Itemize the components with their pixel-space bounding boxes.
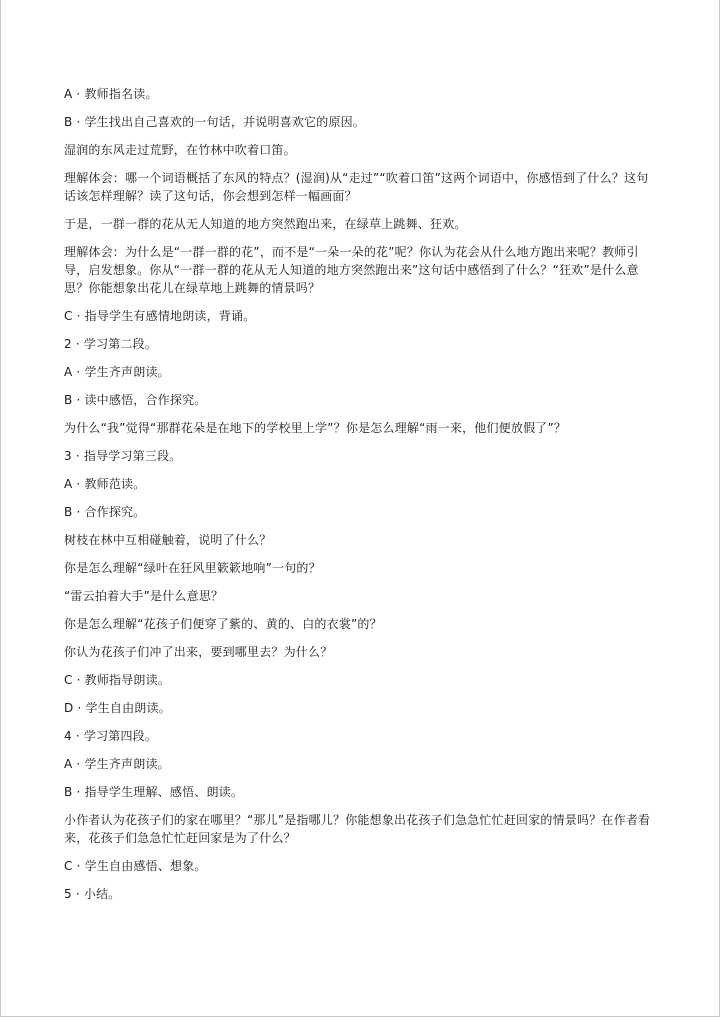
paragraph: 你是怎么理解“绿叶在狂风里簌簌地响”一句的？ [64,561,321,575]
paragraph: 4 · 学习第四段。 [64,729,158,743]
paragraph: 理解体会：哪一个词语概括了东风的特点？(湿润)从“走过”“吹着口笛”这两个词语中，你感悟到了什么？这句话该怎样理解？读了这句话，你会想到怎样一幅画面？ [64,171,649,203]
paragraph: 于是，一群一群的花从无人知道的地方突然跑出来，在绿草上跳舞、狂欢。 [64,217,467,231]
paragraph: B · 读中感悟，合作探究。 [64,393,207,407]
paragraph: D · 学生自由朗读。 [64,701,171,715]
paragraph: B · 学生找出自己喜欢的一句话，并说明喜欢它的原因。 [64,115,366,129]
paragraph: A · 学生齐声朗读。 [64,365,170,379]
document-body [64,85,660,913]
paragraph: 湿润的东风走过荒野，在竹林中吹着口笛。 [64,143,296,157]
paragraph: “雷云拍着大手”是什么意思？ [64,589,224,603]
paragraph: 小作者认为花孩子们的家在哪里？“那儿”是指哪儿？你能想象出花孩子们急急忙忙赶回家的情景吗？在作者看来，花孩子们急急忙忙赶回家是为了什么？ [64,813,651,845]
paragraph: 为什么“我”觉得“那群花朵是在地下的学校里上学”？你是怎么理解“雨一来，他们便放假了”？ [64,421,567,435]
paragraph: B · 合作探究。 [64,505,146,519]
paragraph: C · 指导学生有感情地朗读，背诵。 [64,309,256,323]
paragraph: A · 教师范读。 [64,477,146,491]
paragraph: 5 · 小结。 [64,887,121,901]
paragraph: A · 教师指名读。 [64,87,158,101]
paragraph: 理解体会：为什么是“一群一群的花”，而不是“一朵一朵的花”呢？你认为花会从什么地方跑出来呢？教师引导，启发想象。你从“一群一群的花从无人知道的地方突然跑出来”这句话中感悟到了什么？“狂欢”是什么意思？你能想象出花儿在绿草地上跳舞的情景吗？ [64,245,639,295]
paragraph: A · 学生齐声朗读。 [64,757,170,771]
paragraph: 树枝在林中互相碰触着，说明了什么？ [64,533,272,547]
paragraph: 你认为花孩子们冲了出来，要到哪里去？为什么？ [64,645,333,659]
paragraph: C · 学生自由感悟、想象。 [64,859,207,873]
paragraph: 2 · 学习第二段。 [64,337,158,351]
paragraph: C · 教师指导朗读。 [64,673,171,687]
paragraph: B · 指导学生理解、感悟、朗读。 [64,785,244,799]
paragraph: 你是怎么理解“花孩子们便穿了紫的、黄的、白的衣裳”的？ [64,617,382,631]
paragraph: 3 · 指导学习第三段。 [64,449,182,463]
